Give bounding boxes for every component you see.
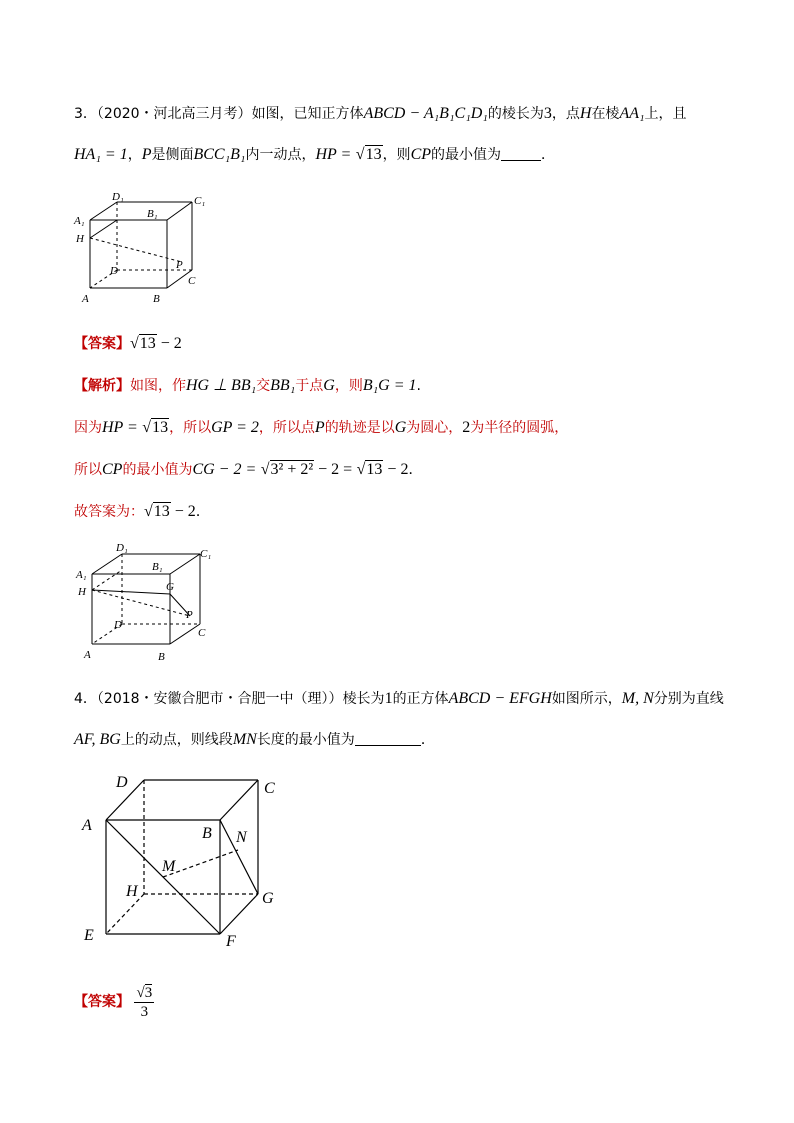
analysis-math: G (323, 377, 335, 394)
label-m: M (162, 858, 176, 875)
q4-text: 分别为直线 (653, 691, 724, 707)
analysis-text: ，则 (334, 378, 363, 394)
label-h: H (76, 233, 84, 245)
q3-face: BCC₁B₁ (193, 146, 246, 163)
analysis-math: HP = (102, 419, 138, 436)
label-c: C (198, 627, 206, 639)
analysis-math: P (314, 419, 325, 436)
label-c: C (188, 275, 196, 287)
q3-text: ，点 (551, 106, 580, 122)
q3-text: 内一动点， (245, 147, 316, 163)
q4-text: 的正方体 (392, 691, 449, 707)
label-e: E (84, 927, 94, 944)
analysis-math: GP = 2 (211, 419, 259, 436)
q4-cube-figure (78, 768, 288, 950)
label-p: P (186, 609, 193, 621)
q3-point-p: P (141, 146, 152, 163)
edge (170, 554, 200, 574)
q3-point-h: H (579, 105, 592, 122)
analysis-math: − 2 (170, 503, 196, 520)
edge (220, 780, 258, 820)
analysis-text: ，所以点 (258, 420, 315, 436)
analysis-math: − 2 (383, 461, 409, 478)
answer-blank (355, 731, 421, 746)
analysis-text: 为半径的圆弧， (470, 420, 569, 436)
q3-analysis-line-1 (74, 376, 421, 396)
analysis-text: ． (408, 462, 423, 478)
analysis-math: HG ⊥ BB₁ (186, 377, 257, 394)
fraction-numerator: √3 (136, 984, 153, 1001)
q3-cube-figure-1 (72, 190, 212, 310)
q3-line-1 (74, 104, 687, 124)
analysis-text: 所以 (74, 462, 102, 478)
label-d: D (114, 619, 122, 631)
label-g: G (166, 581, 174, 593)
q3-text: 是侧面 (151, 147, 194, 163)
q3-condition-1: HA₁ = 1 (74, 146, 128, 163)
label-a1: A₁ (76, 569, 87, 581)
hp-segment (92, 590, 190, 616)
q3-edge-length: 3 (543, 105, 552, 122)
label-b1: B₁ (152, 561, 163, 573)
q4-number: 4． (74, 691, 97, 707)
radicand: 13 (366, 461, 383, 478)
q3-answer (74, 334, 182, 354)
q3-number: 3． (74, 106, 97, 122)
hp-segment (90, 238, 182, 262)
sqrt-13: √13 (356, 461, 383, 478)
label-d: D (110, 265, 118, 277)
q3-cube-figure-2 (72, 540, 222, 666)
label-a: A (82, 817, 92, 834)
label-c1: C₁ (200, 548, 212, 560)
label-n: N (236, 829, 247, 846)
radicand: 3 (144, 984, 153, 1001)
radicand: 13 (139, 335, 156, 352)
q4-line-2 (74, 730, 435, 750)
label-b1: B₁ (147, 208, 158, 220)
q4-points-mn: M, N (621, 690, 654, 707)
q3-cube-name: ABCD − A₁B₁C₁D₁ (363, 105, 488, 122)
h-segment (90, 220, 117, 238)
q4-answer (74, 982, 154, 1022)
analysis-math: − 2 = (314, 461, 353, 478)
sqrt-13: √13 (142, 419, 169, 436)
analysis-math: CG − 2 = (192, 461, 257, 478)
label-b: B (153, 293, 160, 305)
q3-analysis-line-3 (74, 460, 422, 480)
radicand: 13 (365, 146, 382, 163)
q3-text: 上，且 (644, 106, 687, 122)
q4-line-1 (74, 689, 724, 709)
analysis-text: 的轨迹是以 (324, 420, 395, 436)
q3-analysis-line-2 (74, 418, 568, 438)
analysis-text: . (416, 378, 421, 394)
label-h: H (126, 883, 138, 900)
sqrt-13: √13 (355, 146, 382, 163)
label-g: G (262, 890, 274, 907)
radicand: 13 (152, 419, 169, 436)
label-d1: D₁ (116, 542, 128, 554)
q3-text: ， (127, 147, 142, 163)
analysis-text: 交 (256, 378, 271, 394)
edge (170, 624, 200, 644)
analysis-text: 如图，作 (130, 378, 186, 394)
analysis-math: BB₁ (270, 377, 296, 394)
analysis-math: CP (102, 461, 123, 478)
analysis-text: 因为 (74, 420, 102, 436)
label-a: A (84, 649, 91, 661)
hidden-edge (106, 894, 144, 934)
answer-label: 【答案】 (74, 336, 130, 352)
label-f: F (226, 933, 236, 950)
q4-text: 长度的最小值为 (256, 732, 355, 748)
sqrt-13: √13 (144, 503, 170, 520)
answer-label: 【答案】 (74, 994, 130, 1010)
radicand: 3² + 2² (270, 461, 314, 478)
q4-segment-mn: MN (232, 731, 257, 748)
analysis-math: B₁G = 1 (362, 377, 417, 394)
q3-text: 的最小值为 (431, 147, 502, 163)
q3-edge-aa1: AA₁ (619, 105, 645, 122)
q4-lines: AF, BG (74, 731, 121, 748)
q3-segment-cp: CP (410, 146, 432, 163)
analysis-label: 【解析】 (74, 378, 130, 394)
label-a1: A₁ (74, 215, 85, 227)
label-b: B (202, 825, 212, 842)
edge (167, 202, 192, 220)
analysis-text: 于点 (295, 378, 324, 394)
label-d: D (116, 774, 128, 791)
q4-source: （2018・安徽合肥市・合肥一中（理）） (96, 691, 343, 707)
label-c1: C₁ (194, 195, 206, 207)
edge (92, 554, 122, 574)
q3-line-2 (74, 145, 555, 165)
sqrt-13: √13 (130, 335, 156, 352)
answer-fraction (134, 984, 154, 1021)
q3-analysis-line-4 (74, 502, 210, 522)
analysis-text: ． (195, 504, 210, 520)
q4-text: 上的动点，则线段 (120, 732, 233, 748)
q4-text: 如图所示， (551, 691, 622, 707)
answer-rest: − 2 (156, 335, 182, 352)
q4-text: ． (420, 732, 435, 748)
q3-text: ，则 (382, 147, 411, 163)
q3-text: 如图，已知正方体 (251, 106, 364, 122)
q3-text: 在棱 (591, 106, 620, 122)
answer-blank (501, 146, 541, 161)
label-c: C (264, 780, 275, 797)
q4-edge-length: 1 (384, 690, 393, 707)
q3-source: （2020・河北高三月考） (96, 106, 252, 122)
q3-condition-2: HP = (315, 146, 352, 163)
label-b: B (158, 651, 165, 663)
analysis-math: 2 (462, 419, 471, 436)
q3-text: 的棱长为 (487, 106, 544, 122)
label-h: H (78, 586, 86, 598)
analysis-text: ，所以 (169, 420, 212, 436)
radicand: 13 (153, 503, 170, 520)
hidden-line (92, 570, 122, 590)
analysis-text: 的最小值为 (122, 462, 193, 478)
q4-text: 棱长为 (342, 691, 385, 707)
edge (220, 894, 258, 934)
sqrt-sum: √3² + 2² (260, 461, 314, 478)
edge (90, 202, 117, 220)
fraction-denominator: 3 (140, 1003, 149, 1020)
label-p: P (176, 259, 183, 271)
q3-text: ． (541, 147, 556, 163)
analysis-text: 为圆心， (406, 420, 463, 436)
q4-cube-name: ABCD − EFGH (448, 690, 552, 707)
label-a: A (82, 293, 89, 305)
label-d1: D₁ (112, 191, 124, 203)
analysis-math: G (394, 419, 407, 436)
analysis-text: 故答案为： (74, 504, 144, 520)
